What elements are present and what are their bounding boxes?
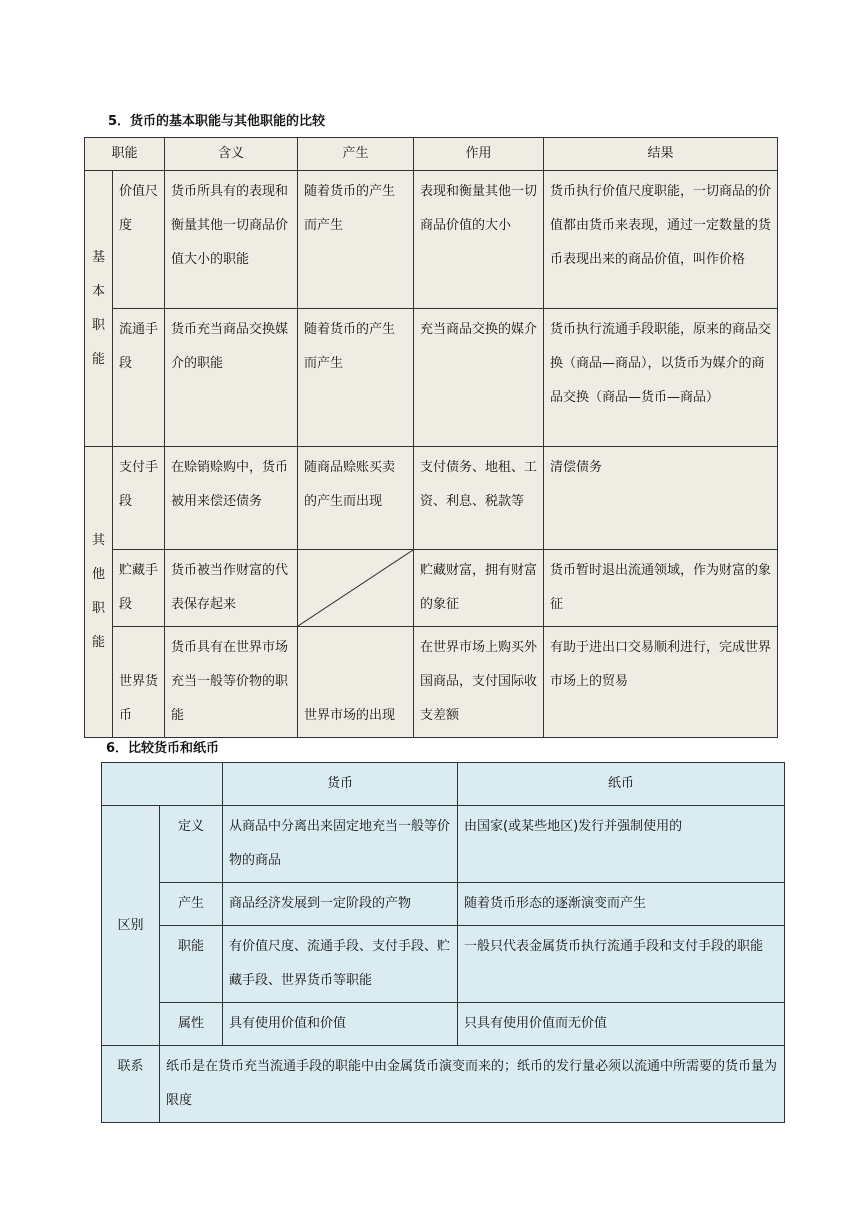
row-origin: 随着货币的产生而产生 xyxy=(298,171,414,309)
table-row xyxy=(102,926,785,1003)
table-row xyxy=(85,171,778,309)
row-paper: 随着货币形态的逐渐演变而产生 xyxy=(458,883,785,926)
row-name: 流通手段 xyxy=(113,309,165,447)
row-meaning: 货币具有在世界市场充当一般等价物的职能 xyxy=(165,627,298,738)
header-paper-money: 纸币 xyxy=(458,763,785,806)
row-meaning: 货币充当商品交换媒介的职能 xyxy=(165,309,298,447)
header-result: 结果 xyxy=(544,138,778,171)
row-money: 有价值尺度、流通手段、支付手段、贮藏手段、世界货币等职能 xyxy=(223,926,458,1003)
group-basic-functions: 基 本 职 能 xyxy=(85,171,113,447)
table-row xyxy=(102,883,785,926)
money-vs-paper-table xyxy=(101,762,785,1123)
row-role: 表现和衡量其他一切商品价值的大小 xyxy=(414,171,544,309)
row-paper: 只具有使用价值而无价值 xyxy=(458,1003,785,1046)
table-row xyxy=(85,550,778,627)
row-paper: 一般只代表金属货币执行流通手段和支付手段的职能 xyxy=(458,926,785,1003)
row-origin: 随着货币的产生而产生 xyxy=(298,309,414,447)
row-money: 商品经济发展到一定阶段的产物 xyxy=(223,883,458,926)
row-role: 贮藏财富，拥有财富的象征 xyxy=(414,550,544,627)
table-row xyxy=(102,806,785,883)
table-row xyxy=(85,309,778,447)
row-origin: 随商品赊账买卖的产生而出现 xyxy=(298,447,414,550)
row-name: 贮藏手段 xyxy=(113,550,165,627)
row-result: 有助于进出口交易顺利进行，完成世界市场上的贸易 xyxy=(544,627,778,738)
row-role: 在世界市场上购买外国商品，支付国际收支差额 xyxy=(414,627,544,738)
link-label: 联系 xyxy=(102,1046,160,1123)
header-origin: 产生 xyxy=(298,138,414,171)
row-name: 价值尺度 xyxy=(113,171,165,309)
row-name: 定义 xyxy=(160,806,223,883)
header-meaning: 含义 xyxy=(165,138,298,171)
row-name: 职能 xyxy=(160,926,223,1003)
header-money: 货币 xyxy=(223,763,458,806)
section6-title: 6．比较货币和纸币 xyxy=(106,741,220,756)
header-blank xyxy=(102,763,223,806)
row-name: 属性 xyxy=(160,1003,223,1046)
table-header-row xyxy=(102,763,785,806)
group-difference: 区别 xyxy=(102,806,160,1046)
header-function: 职能 xyxy=(85,138,165,171)
link-text: 纸币是在货币充当流通手段的职能中由金属货币演变而来的；纸币的发行量必须以流通中所需要的货币量为限度 xyxy=(160,1046,785,1123)
row-result: 货币执行流通手段职能，原来的商品交换（商品—商品），以货币为媒介的商品交换（商品—货币—商品） xyxy=(544,309,778,447)
table-header-row xyxy=(85,138,778,171)
row-result: 货币暂时退出流通领域，作为财富的象征 xyxy=(544,550,778,627)
row-meaning: 货币被当作财富的代表保存起来 xyxy=(165,550,298,627)
table-row xyxy=(102,1046,785,1123)
row-role: 支付债务、地租、工资、利息、税款等 xyxy=(414,447,544,550)
row-paper: 由国家(或某些地区)发行并强制使用的 xyxy=(458,806,785,883)
group-other-functions: 其 他 职 能 xyxy=(85,447,113,738)
row-result: 清偿债务 xyxy=(544,447,778,550)
row-role: 充当商品交换的媒介 xyxy=(414,309,544,447)
row-name: 产生 xyxy=(160,883,223,926)
row-meaning: 货币所具有的表现和衡量其他一切商品价值大小的职能 xyxy=(165,171,298,309)
header-role: 作用 xyxy=(414,138,544,171)
functions-comparison-table xyxy=(84,137,778,738)
table-row xyxy=(102,1003,785,1046)
row-money: 具有使用价值和价值 xyxy=(223,1003,458,1046)
row-origin: 世界市场的出现 xyxy=(298,627,414,738)
empty-diagonal-cell xyxy=(298,550,414,627)
row-name: 支付手段 xyxy=(113,447,165,550)
table-row xyxy=(85,447,778,550)
diagonal-line xyxy=(298,550,413,626)
section5-title: 5．货币的基本职能与其他职能的比较 xyxy=(108,114,326,129)
row-meaning: 在赊销赊购中，货币被用来偿还债务 xyxy=(165,447,298,550)
row-money: 从商品中分离出来固定地充当一般等价物的商品 xyxy=(223,806,458,883)
table-row xyxy=(85,627,778,738)
row-name: 世界货币 xyxy=(113,627,165,738)
row-result: 货币执行价值尺度职能，一切商品的价值都由货币来表现，通过一定数量的货币表现出来的商品价值，叫作价格 xyxy=(544,171,778,309)
